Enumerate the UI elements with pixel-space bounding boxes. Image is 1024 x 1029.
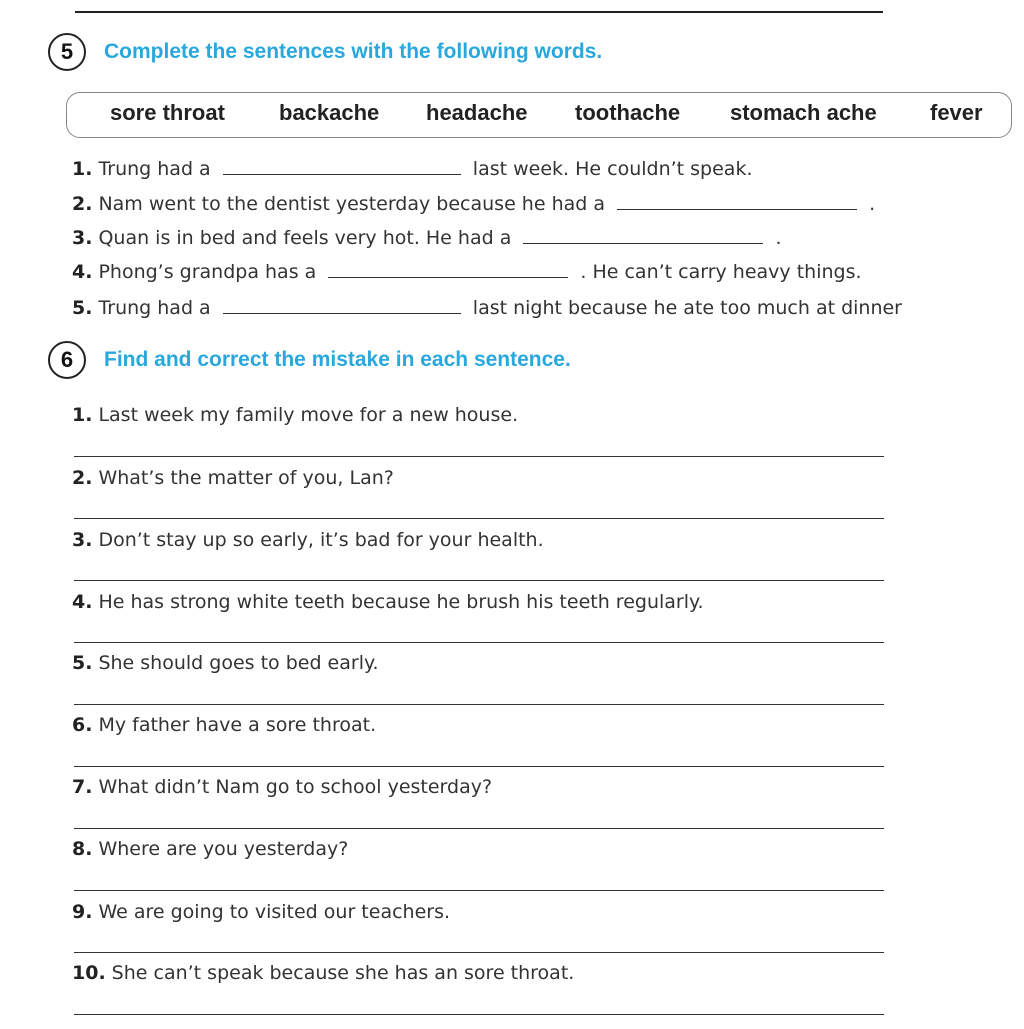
word-bank-item: headache — [426, 100, 528, 125]
exercise-6-item — [72, 714, 376, 736]
item-text: Quan is in bed and feels very hot. He had a — [98, 227, 512, 249]
item-text: . — [869, 193, 876, 215]
item-number: 2. — [72, 467, 93, 489]
word-bank-item: stomach ache — [730, 100, 877, 125]
item-text: . — [775, 227, 782, 249]
word-bank-item: backache — [279, 100, 380, 125]
item-number: 9. — [72, 901, 93, 923]
exercise-6-item — [72, 652, 379, 674]
exercise-6-title: Find and correct the mistake in each sentence. — [104, 348, 571, 371]
item-text: We are going to visited our teachers. — [98, 901, 451, 923]
exercise-5-number: 5 — [48, 33, 86, 71]
exercise-5-item — [72, 227, 781, 249]
exercise-6-number: 6 — [48, 341, 86, 379]
word-bank-item: sore throat — [110, 100, 225, 125]
item-text: She can’t speak because she has an sore throat. — [111, 962, 575, 984]
answer-line[interactable] — [74, 518, 884, 519]
item-text: Nam went to the dentist yesterday because he had a — [98, 193, 606, 215]
item-text: Don’t stay up so early, it’s bad for your health. — [98, 529, 544, 551]
item-text: . He can’t carry heavy things. — [580, 261, 862, 283]
exercise-6-item — [72, 591, 704, 613]
exercise-5-item — [72, 158, 752, 180]
answer-blank[interactable] — [223, 158, 461, 175]
item-text: Trung had a — [98, 158, 211, 180]
item-number: 6. — [72, 714, 93, 736]
exercise-5-item — [72, 297, 902, 319]
exercise-6-item — [72, 776, 492, 798]
exercise-5-item — [72, 193, 875, 215]
item-number: 2. — [72, 193, 93, 215]
item-text: last week. He couldn’t speak. — [472, 158, 753, 180]
item-text: He has strong white teeth because he brush his teeth regularly. — [98, 591, 704, 613]
item-number: 5. — [72, 652, 93, 674]
item-text: My father have a sore throat. — [98, 714, 377, 736]
item-number: 1. — [72, 404, 93, 426]
item-text: What’s the matter of you, Lan? — [98, 467, 394, 489]
exercise-6-item — [72, 962, 574, 984]
item-number: 4. — [72, 261, 93, 283]
answer-blank[interactable] — [328, 261, 568, 278]
word-bank-item: fever — [930, 100, 983, 125]
item-number: 3. — [72, 227, 93, 249]
item-text: Phong’s grandpa has a — [98, 261, 317, 283]
answer-line[interactable] — [74, 456, 884, 457]
answer-line[interactable] — [74, 890, 884, 891]
item-text: She should goes to bed early. — [98, 652, 379, 674]
exercise-5-item — [72, 261, 862, 283]
item-text: last night because he ate too much at dinner — [472, 297, 902, 319]
answer-line[interactable] — [74, 580, 884, 581]
item-text: What didn’t Nam go to school yesterday? — [98, 776, 493, 798]
word-bank-item: toothache — [575, 100, 681, 125]
exercise-5-title: Complete the sentences with the following words. — [104, 40, 603, 63]
item-number: 4. — [72, 591, 93, 613]
answer-line[interactable] — [74, 828, 884, 829]
exercise-6-item — [72, 901, 450, 923]
answer-line[interactable] — [74, 1014, 884, 1015]
exercise-6-item — [72, 838, 348, 860]
exercise-6-item — [72, 404, 518, 426]
answer-blank[interactable] — [223, 297, 461, 314]
item-number: 3. — [72, 529, 93, 551]
exercise-6-item — [72, 529, 544, 551]
item-text: Last week my family move for a new house. — [98, 404, 519, 426]
answer-line[interactable] — [74, 952, 884, 953]
answer-line[interactable] — [74, 642, 884, 643]
item-text: Where are you yesterday? — [98, 838, 349, 860]
item-number: 8. — [72, 838, 93, 860]
item-number: 5. — [72, 297, 93, 319]
item-number: 10. — [72, 962, 106, 984]
answer-blank[interactable] — [617, 193, 857, 210]
item-text: Trung had a — [98, 297, 211, 319]
item-number: 7. — [72, 776, 93, 798]
answer-blank[interactable] — [523, 227, 763, 244]
item-number: 1. — [72, 158, 93, 180]
exercise-6-item — [72, 467, 394, 489]
answer-line[interactable] — [74, 766, 884, 767]
top-divider — [75, 11, 883, 13]
answer-line[interactable] — [74, 704, 884, 705]
